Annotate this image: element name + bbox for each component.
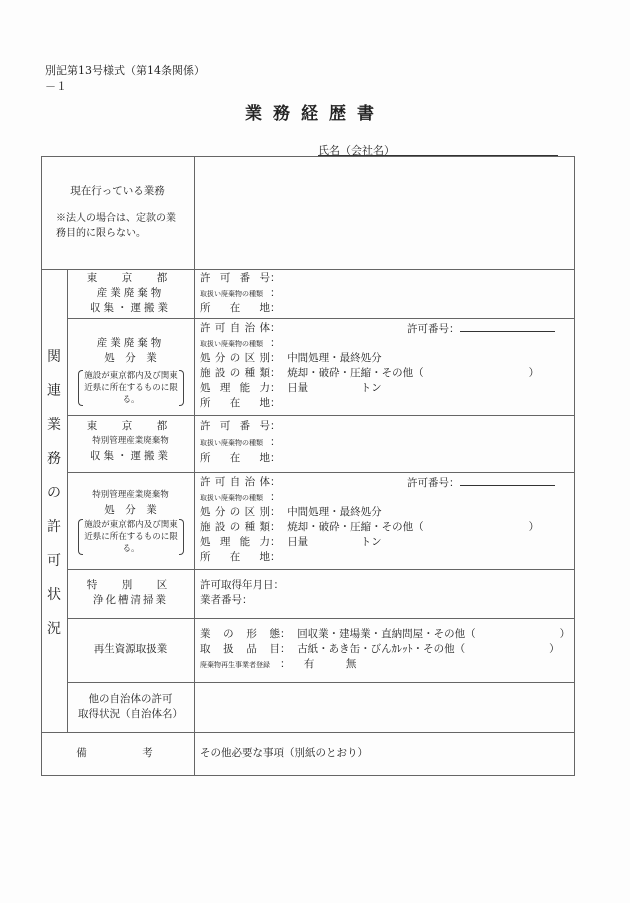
- field-key: 業者番号: [200, 594, 242, 606]
- field-permit-number[interactable]: [407, 475, 555, 491]
- field-key: 許可取得年月日: [200, 579, 274, 591]
- section-label-char: 務: [47, 451, 61, 467]
- field-capacity[interactable]: 処理能力： 日量 トン: [200, 536, 382, 548]
- label-line: 浄化槽清掃業: [93, 594, 168, 606]
- label-line: 収集・運搬業: [90, 302, 171, 314]
- field-waste-type[interactable]: 取扱い廃棄物の種類 ：: [200, 490, 281, 506]
- permits-section-label: [41, 340, 67, 646]
- field-facility-type[interactable]: 施設の種類： 焼却・破砕・圧縮・その他（ ）: [200, 367, 540, 379]
- row-divider: [67, 472, 575, 473]
- field-permit-authority[interactable]: 許可自治体：: [200, 322, 281, 334]
- label-line: 特別管理産業廃棄物: [92, 436, 169, 446]
- field-permit-number[interactable]: [407, 321, 555, 337]
- row-label-special-disposal: [67, 488, 194, 518]
- field-items[interactable]: 取扱品目： 古紙・あき缶・びんｶﾚｯﾄ・その他（ ）: [200, 643, 560, 655]
- permits-section-text: [41, 340, 67, 646]
- form-reference: 別記第13号様式（第14条関係）: [45, 64, 205, 77]
- field-key: 所在地: [200, 302, 270, 314]
- field-permit-number[interactable]: 許可番号：: [200, 272, 281, 284]
- section-label-char: 関: [47, 349, 61, 365]
- current-business-label: 現在行っている業務: [70, 185, 165, 197]
- field-vendor-number[interactable]: 業者番号：: [200, 594, 253, 606]
- row-divider: [67, 318, 575, 319]
- field-waste-type[interactable]: 取扱い廃棄物の種類 ：: [200, 286, 281, 302]
- field-value: 焼却・破砕・圧縮・その他（ ）: [287, 367, 540, 379]
- form-sub-number: －１: [45, 80, 67, 93]
- remarks-label: 備 考: [76, 747, 159, 759]
- field-key: 所在地: [200, 551, 270, 563]
- label-line: 産業廃棄物: [96, 287, 165, 299]
- company-name-label: 氏名（会社名）: [318, 144, 395, 157]
- row-label-tokyo-special-collection: [67, 419, 194, 464]
- label-line: 収集・運搬業: [90, 450, 171, 462]
- section-label-char: 可: [47, 553, 61, 569]
- row-divider: [67, 569, 575, 570]
- field-waste-type[interactable]: 取扱い廃棄物の種類 ：: [200, 336, 281, 352]
- section-label-char: 連: [47, 383, 61, 399]
- field-value: 日量 トン: [287, 536, 382, 548]
- field-value: 日量 トン: [287, 382, 382, 394]
- field-key: 許可番号：: [407, 477, 460, 489]
- facility-location-note: 施設が東京都内及び関東近県に所在するものに限る。: [78, 519, 184, 555]
- field-key: 施設の種類: [200, 367, 270, 379]
- field-location[interactable]: 所在地：: [200, 452, 281, 464]
- current-business-note: ※法人の場合は、定款の業務目的に限らない。: [56, 213, 176, 239]
- field-key: 業の形態: [200, 628, 280, 640]
- field-permit-date[interactable]: 許可取得年月日：: [200, 579, 284, 591]
- field-value: 焼却・破砕・圧縮・その他（ ）: [287, 521, 540, 533]
- row-divider: [41, 732, 575, 733]
- field-key: 許可番号: [200, 272, 270, 284]
- field-value: 中間処理・最終処分: [287, 352, 382, 364]
- section-label-char: 許: [47, 519, 61, 535]
- permit-number-line: [460, 475, 555, 486]
- other-permits-field[interactable]: [195, 683, 574, 731]
- field-disposal-class[interactable]: 処分の区別： 中間処理・最終処分: [200, 352, 382, 364]
- field-location[interactable]: 所在地：: [200, 397, 281, 409]
- field-key: 取扱い廃棄物の種類: [200, 439, 263, 447]
- label-line: 他の自治体の許可: [88, 693, 173, 705]
- row-label-industrial-disposal: [67, 336, 194, 366]
- field-key: 取扱い廃棄物の種類: [200, 290, 263, 298]
- field-value: 回収業・建場業・直納問屋・その他（ ）: [297, 628, 571, 640]
- field-key: 所在地: [200, 452, 270, 464]
- label-line: 処 分 業: [104, 504, 157, 516]
- label-line: 特別管理産業廃棄物: [92, 490, 169, 500]
- field-recycler-registration[interactable]: 廃棄物再生事業者登録 ： 有 無: [200, 657, 356, 673]
- field-key: 処分の区別: [200, 352, 270, 364]
- field-permit-authority[interactable]: 許可自治体：: [200, 476, 281, 488]
- field-key: 取扱い廃棄物の種類: [200, 494, 263, 502]
- field-key: 取扱品目: [200, 643, 280, 655]
- row-divider: [41, 269, 575, 270]
- remarks-value[interactable]: その他必要な事項（別紙のとおり）: [200, 747, 368, 759]
- field-key: 取扱い廃棄物の種類: [200, 340, 263, 348]
- field-key: 処理能力: [200, 382, 270, 394]
- label-line: 特 別 区: [86, 579, 175, 591]
- label-line: 東 京 都: [86, 420, 175, 432]
- label-line: 産業廃棄物: [96, 337, 165, 349]
- row-divider: [67, 618, 575, 619]
- section-label-char: 況: [47, 621, 61, 637]
- field-key: 廃棄物再生事業者登録: [200, 661, 270, 669]
- row-label-tokyo-industrial-collection: [67, 271, 194, 316]
- section-label-char: 状: [47, 587, 61, 603]
- field-value: 有 無: [303, 658, 357, 670]
- row-label-septic-cleaning: [67, 578, 194, 608]
- field-key: 所在地: [200, 397, 270, 409]
- field-facility-type[interactable]: 施設の種類： 焼却・破砕・圧縮・その他（ ）: [200, 521, 540, 533]
- field-key: 許可自治体: [200, 476, 270, 488]
- field-key: 許可番号: [200, 420, 270, 432]
- field-location[interactable]: 所在地：: [200, 302, 281, 314]
- field-disposal-class[interactable]: 処分の区別： 中間処理・最終処分: [200, 506, 382, 518]
- row-label-other-municipal-permits: [67, 692, 194, 722]
- field-waste-type[interactable]: 取扱い廃棄物の種類 ：: [200, 435, 281, 451]
- field-key: 許可自治体: [200, 322, 270, 334]
- row-label-recycling: [67, 642, 194, 657]
- field-value: 中間処理・最終処分: [287, 506, 382, 518]
- facility-location-note: 施設が東京都内及び関東近県に所在するものに限る。: [78, 370, 184, 406]
- field-key: 処理能力: [200, 536, 270, 548]
- label-line: 処 分 業: [104, 352, 157, 364]
- label-line: 東 京 都: [86, 272, 175, 284]
- field-value: 古紙・あき缶・びんｶﾚｯﾄ・その他（ ）: [297, 643, 560, 655]
- field-permit-number[interactable]: 許可番号：: [200, 420, 281, 432]
- label-line: 取得状況（自治体名）: [78, 708, 183, 720]
- section-label-char: 業: [47, 417, 61, 433]
- field-capacity[interactable]: 処理能力： 日量 トン: [200, 382, 382, 394]
- current-business-field[interactable]: [195, 157, 574, 269]
- page-title: 業務経歴書: [245, 104, 385, 124]
- row-divider: [67, 415, 575, 416]
- field-key: 処分の区別: [200, 506, 270, 518]
- section-label-char: の: [47, 485, 61, 501]
- field-business-form[interactable]: 業の形態： 回収業・建場業・直納問屋・その他（ ）: [200, 628, 571, 640]
- field-key: 許可番号：: [407, 323, 460, 335]
- permit-number-line: [460, 321, 555, 332]
- field-key: 施設の種類: [200, 521, 270, 533]
- field-location[interactable]: 所在地：: [200, 551, 281, 563]
- label-line: 再生資源取扱業: [93, 643, 168, 655]
